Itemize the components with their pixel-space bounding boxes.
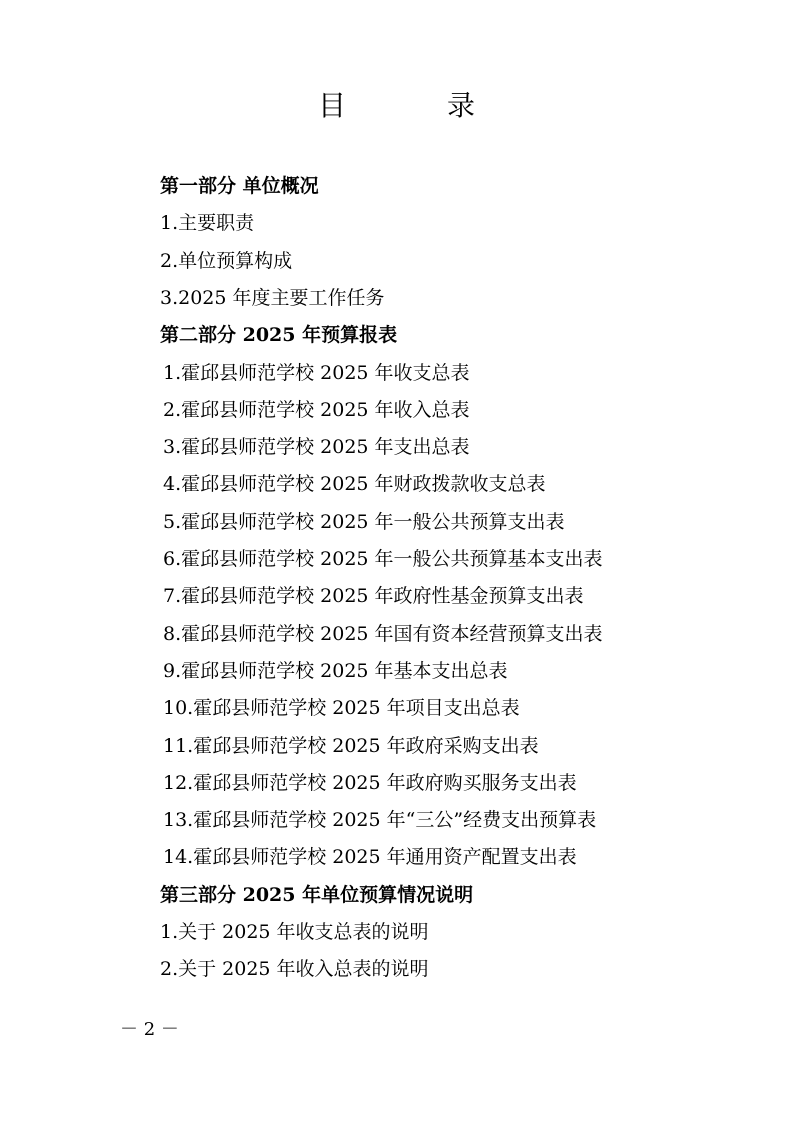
toc-item: 10.霍邱县师范学校 2025 年项目支出总表 bbox=[163, 697, 520, 720]
toc-item: 6.霍邱县师范学校 2025 年一般公共预算基本支出表 bbox=[163, 548, 603, 570]
toc-item: 2.关于 2025 年收入总表的说明 bbox=[160, 958, 429, 981]
toc-item: 5.霍邱县师范学校 2025 年一般公共预算支出表 bbox=[163, 510, 565, 533]
toc-item: 14.霍邱县师范学校 2025 年通用资产配置支出表 bbox=[163, 846, 577, 869]
toc-item: 1.霍邱县师范学校 2025 年收支总表 bbox=[163, 361, 470, 384]
toc-item: 3.霍邱县师范学校 2025 年支出总表 bbox=[163, 436, 470, 459]
toc-item: 1.主要职责 bbox=[160, 212, 255, 235]
page-title: 目 录 bbox=[318, 89, 521, 122]
toc-section-heading-3: 第三部分 2025 年单位预算情况说明 bbox=[160, 883, 474, 906]
toc-item: 3.2025 年度主要工作任务 bbox=[160, 286, 385, 309]
toc-item: 12.霍邱县师范学校 2025 年政府购买服务支出表 bbox=[163, 771, 577, 794]
toc-item: 7.霍邱县师范学校 2025 年政府性基金预算支出表 bbox=[163, 585, 584, 608]
toc-item: 13.霍邱县师范学校 2025 年“三公”经费支出预算表 bbox=[163, 809, 597, 832]
toc-section-heading-2: 第二部分 2025 年预算报表 bbox=[160, 324, 398, 347]
toc-item: 9.霍邱县师范学校 2025 年基本支出总表 bbox=[163, 659, 508, 682]
toc-item: 8.霍邱县师范学校 2025 年国有资本经营预算支出表 bbox=[163, 622, 603, 645]
toc-item: 2.霍邱县师范学校 2025 年收入总表 bbox=[163, 398, 470, 421]
toc-item: 1.关于 2025 年收支总表的说明 bbox=[160, 921, 429, 943]
toc-item: 11.霍邱县师范学校 2025 年政府采购支出表 bbox=[163, 734, 539, 757]
toc-section-heading-1: 第一部分 单位概况 bbox=[160, 175, 319, 197]
toc-item: 2.单位预算构成 bbox=[160, 249, 293, 272]
page-number: － 2 － bbox=[120, 1019, 179, 1040]
toc-item: 4.霍邱县师范学校 2025 年财政拨款收支总表 bbox=[163, 473, 546, 496]
